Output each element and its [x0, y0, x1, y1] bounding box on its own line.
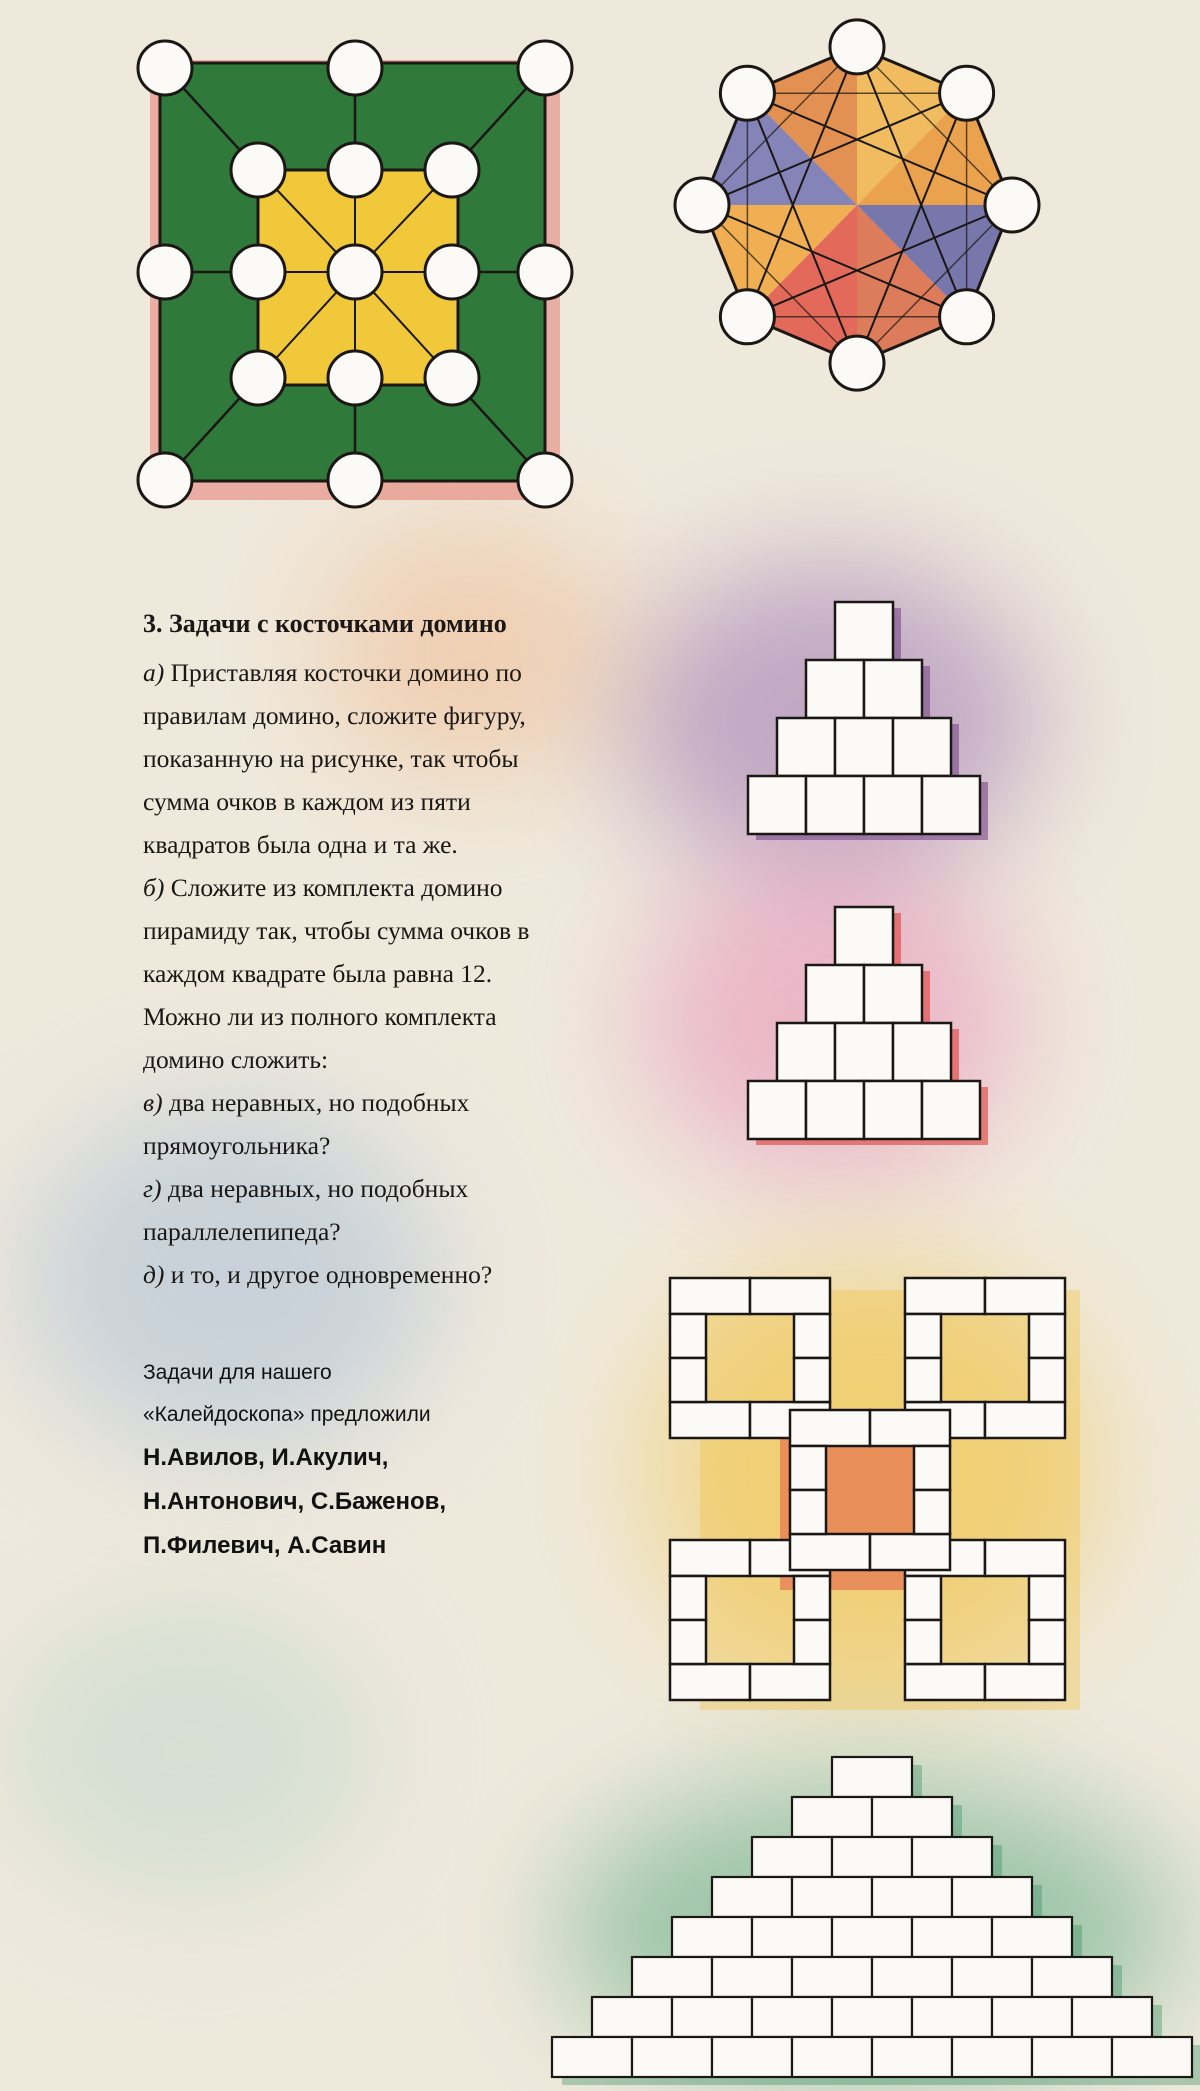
domino	[914, 1490, 950, 1534]
octagon-board-diagram	[675, 20, 1039, 390]
board-node	[720, 290, 774, 344]
domino	[790, 1490, 826, 1534]
section-title: 3. Задачи с косточками домино	[143, 609, 507, 638]
domino	[905, 1358, 941, 1402]
line-text: Можно ли из полного комплекта	[143, 1002, 497, 1031]
line-text: прямоугольника?	[143, 1131, 331, 1160]
board-node	[138, 453, 192, 507]
domino-cell	[864, 1081, 922, 1139]
domino	[870, 1534, 950, 1570]
item-marker: д)	[143, 1260, 165, 1289]
problem-line	[143, 909, 613, 952]
domino-brick	[752, 1997, 832, 2037]
problem-line	[143, 952, 613, 995]
domino-cell	[835, 1023, 893, 1081]
credits-names-2: Н.Антонович, С.Баженов,	[143, 1488, 447, 1515]
domino-brick	[872, 1797, 952, 1837]
credits-names-1: Н.Авилов, И.Акулич,	[143, 1444, 389, 1471]
domino-cell	[777, 1023, 835, 1081]
line-text: показанную на рисунке, так чтобы	[143, 744, 519, 773]
board-node	[328, 41, 382, 95]
board-node	[675, 178, 729, 232]
problem-lines	[143, 651, 613, 1296]
problem-line	[143, 1124, 613, 1167]
board-node	[985, 178, 1039, 232]
problem-line	[143, 1253, 613, 1296]
domino-brick	[912, 1837, 992, 1877]
domino-brick	[712, 1877, 792, 1917]
domino	[985, 1540, 1065, 1576]
domino-cell	[893, 1023, 951, 1081]
board-node	[940, 290, 994, 344]
domino-five-squares-figure	[670, 1278, 1080, 1710]
domino-brick	[1032, 1957, 1112, 1997]
domino	[905, 1664, 985, 1700]
domino	[790, 1534, 870, 1570]
domino-brick	[792, 1797, 872, 1837]
line-text: правилам домино, сложите фигуру,	[143, 701, 526, 730]
domino-cell	[893, 718, 951, 776]
problem-line	[143, 995, 613, 1038]
domino	[985, 1402, 1065, 1438]
domino	[670, 1314, 706, 1358]
problem-line	[143, 1210, 613, 1253]
board-node	[328, 143, 382, 197]
domino	[670, 1540, 750, 1576]
domino	[670, 1278, 750, 1314]
domino	[670, 1620, 706, 1664]
domino-brick	[872, 2037, 952, 2077]
domino-brick	[792, 2037, 872, 2077]
domino-brick	[872, 1877, 952, 1917]
line-text: два неравных, но подобных	[168, 1088, 470, 1117]
domino	[905, 1314, 941, 1358]
line-text: Сложите из комплекта домино	[170, 873, 503, 902]
domino-brick	[632, 1957, 712, 1997]
domino-brick	[912, 1917, 992, 1957]
domino-brick	[832, 1837, 912, 1877]
board-node	[425, 143, 479, 197]
domino-cell	[864, 776, 922, 834]
problem-line	[143, 694, 613, 737]
line-text: два неравных, но подобных	[167, 1174, 469, 1203]
item-marker: а)	[143, 658, 165, 687]
domino-brick	[832, 1997, 912, 2037]
domino-pyramid-small-1	[748, 602, 988, 840]
domino-brick	[952, 1877, 1032, 1917]
problem-line	[143, 780, 613, 823]
domino	[794, 1576, 830, 1620]
domino	[1029, 1576, 1065, 1620]
board-node	[518, 41, 572, 95]
board-node	[231, 351, 285, 405]
board-node	[138, 245, 192, 299]
domino	[794, 1358, 830, 1402]
domino	[790, 1446, 826, 1490]
line-text: квадратов была одна и та же.	[143, 830, 458, 859]
domino-cell	[864, 965, 922, 1023]
domino-cell	[806, 660, 864, 718]
domino	[905, 1620, 941, 1664]
domino-cell	[777, 718, 835, 776]
line-text: Приставляя косточки домино по	[170, 658, 522, 687]
domino-cell	[835, 602, 893, 660]
square-board-diagram	[138, 41, 572, 507]
problem-line	[143, 1167, 613, 1210]
board-node	[830, 336, 884, 390]
domino-cell	[922, 776, 980, 834]
domino-brick	[672, 1997, 752, 2037]
domino	[1029, 1620, 1065, 1664]
domino-brick	[992, 1997, 1072, 2037]
line-text: параллелепипеда?	[143, 1217, 341, 1246]
board-node	[940, 66, 994, 120]
domino-cell	[748, 776, 806, 834]
domino-brick	[712, 1957, 792, 1997]
domino-brick	[1112, 2037, 1192, 2077]
domino-brick	[792, 1877, 872, 1917]
domino	[670, 1576, 706, 1620]
domino	[794, 1620, 830, 1664]
credits-intro-1: Задачи для нашего	[143, 1361, 332, 1384]
domino-brick	[832, 1757, 912, 1797]
problem-line	[143, 1081, 613, 1124]
board-node	[231, 245, 285, 299]
domino	[750, 1278, 830, 1314]
domino-brick	[952, 1957, 1032, 1997]
line-text: каждом квадрате была равна 12.	[143, 959, 493, 988]
item-marker: б)	[143, 873, 165, 902]
line-text: сумма очков в каждом из пяти	[143, 787, 471, 816]
board-node	[328, 245, 382, 299]
domino	[670, 1358, 706, 1402]
domino	[905, 1576, 941, 1620]
board-node	[830, 20, 884, 74]
domino-cell	[806, 1081, 864, 1139]
domino-cell	[864, 660, 922, 718]
domino	[1029, 1314, 1065, 1358]
domino-brick	[832, 1917, 912, 1957]
board-node	[328, 351, 382, 405]
domino-cell	[806, 965, 864, 1023]
domino-brick	[712, 2037, 792, 2077]
domino-cell	[835, 718, 893, 776]
line-text: и то, и другое одновременно?	[170, 1260, 493, 1289]
domino	[985, 1278, 1065, 1314]
board-node	[518, 453, 572, 507]
domino-brick	[992, 1917, 1072, 1957]
domino-brick	[632, 2037, 712, 2077]
domino-brick	[592, 1997, 672, 2037]
domino	[750, 1664, 830, 1700]
domino	[794, 1314, 830, 1358]
domino-cell	[835, 907, 893, 965]
domino-brick	[1072, 1997, 1152, 2037]
domino-brick	[752, 1837, 832, 1877]
domino-brick	[552, 2037, 632, 2077]
domino	[985, 1664, 1065, 1700]
board-node	[425, 351, 479, 405]
domino-brick	[912, 1997, 992, 2037]
problem-line	[143, 1038, 613, 1081]
board-node	[231, 143, 285, 197]
domino-brick	[792, 1957, 872, 1997]
credits	[143, 1352, 563, 1568]
domino-brick	[752, 1917, 832, 1957]
domino	[870, 1410, 950, 1446]
problem-line	[143, 823, 613, 866]
credits-intro-2: «Калейдоскопа» предложили	[143, 1403, 431, 1426]
domino	[670, 1402, 750, 1438]
item-marker: г)	[143, 1174, 162, 1203]
domino-cell	[922, 1081, 980, 1139]
problem-line	[143, 866, 613, 909]
board-node	[720, 66, 774, 120]
domino-brick	[1032, 2037, 1112, 2077]
domino	[1029, 1358, 1065, 1402]
domino	[790, 1410, 870, 1446]
problem-line	[143, 737, 613, 780]
board-node	[425, 245, 479, 299]
domino-pyramid-small-2	[748, 907, 988, 1145]
domino-brick	[672, 1917, 752, 1957]
domino-cell	[748, 1081, 806, 1139]
problem-text	[143, 607, 613, 1296]
domino-brick	[952, 2037, 1032, 2077]
board-node	[518, 245, 572, 299]
domino-pyramid-large	[552, 1757, 1200, 2085]
board-node	[138, 41, 192, 95]
board-node	[328, 453, 382, 507]
credits-names-3: П.Филевич, А.Савин	[143, 1532, 387, 1559]
line-text: пирамиду так, чтобы сумма очков в	[143, 916, 530, 945]
domino-brick	[872, 1957, 952, 1997]
problem-line	[143, 651, 613, 694]
domino	[670, 1664, 750, 1700]
item-marker: в)	[143, 1088, 163, 1117]
domino	[914, 1446, 950, 1490]
domino-cell	[806, 776, 864, 834]
line-text: домино сложить:	[143, 1045, 329, 1074]
domino	[905, 1278, 985, 1314]
